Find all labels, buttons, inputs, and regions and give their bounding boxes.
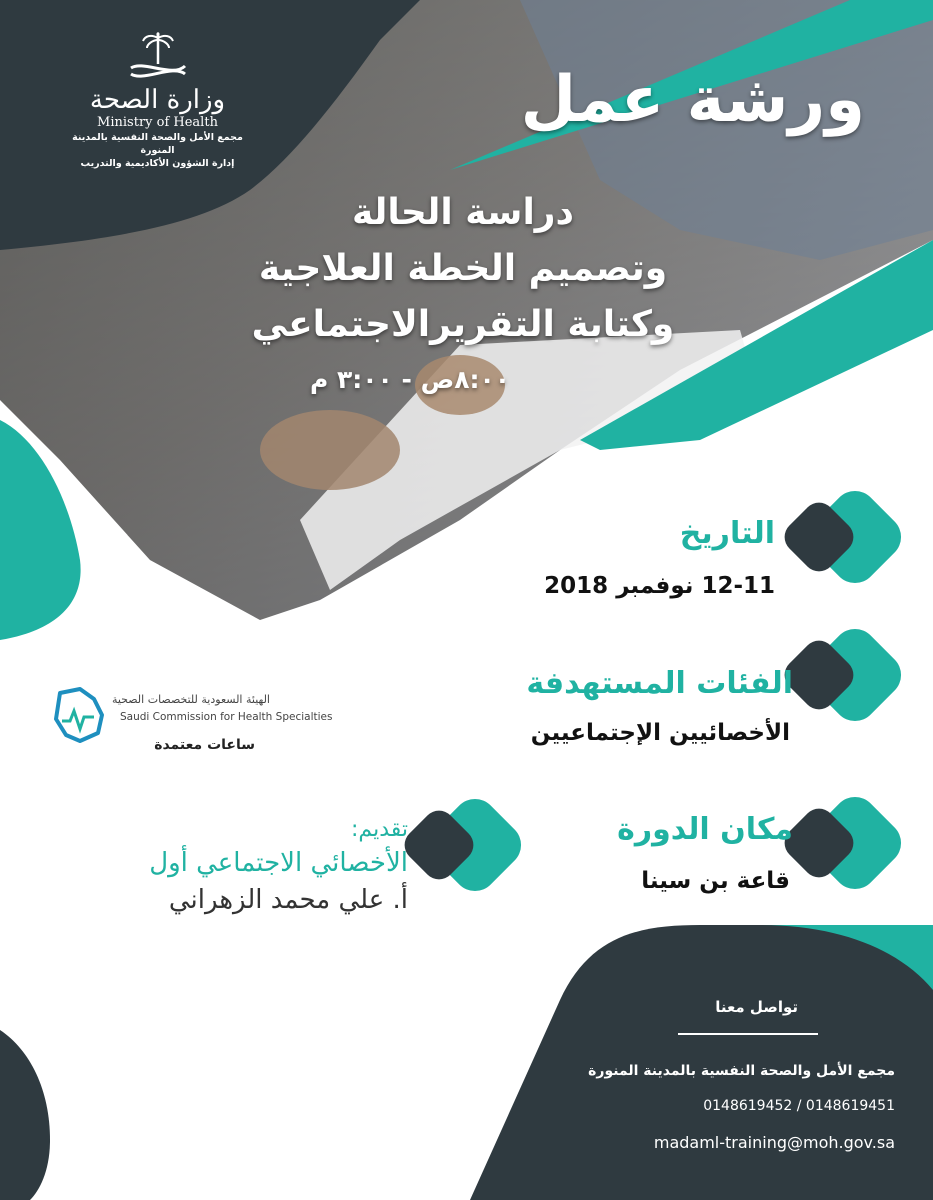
topic-line-3: وكتابة التقريرالاجتماعي	[251, 304, 675, 345]
presenter-block	[149, 815, 408, 919]
palm-swords-icon	[123, 30, 193, 85]
department-name: إدارة الشؤون الأكاديمية والتدريب	[80, 158, 235, 169]
contact-divider	[678, 1033, 818, 1035]
scfhs-logo	[50, 685, 333, 765]
scfhs-name-en: Saudi Commission for Health Specialties	[120, 711, 333, 723]
presenter-label: تقديم:	[351, 817, 408, 842]
workshop-topic	[243, 185, 683, 353]
ministry-name-ar: وزارة الصحة	[89, 85, 226, 115]
accredited-hours: ساعات معتمدة	[154, 737, 255, 753]
headline: ورشة عمل	[520, 63, 865, 137]
audience-value: الأخصائيين الإجتماعيين	[530, 720, 790, 746]
contact-email[interactable]: madaml-training@moh.gov.sa	[653, 1133, 895, 1152]
topic-line-2: وتصميم الخطة العلاجية	[258, 248, 668, 289]
audience-title: الفئات المستهدفة	[526, 666, 793, 701]
date-title: التاريخ	[679, 516, 775, 551]
presenter-role: الأخصائي الاجتماعي أول	[149, 848, 408, 878]
contact-organization: مجمع الأمل والصحة النفسية بالمدينة المنورة	[588, 1063, 895, 1079]
contact-title: تواصل معنا	[715, 998, 798, 1016]
date-bullet	[778, 482, 910, 592]
dark-curve-bottom-left	[0, 1030, 50, 1200]
audience-bullet	[778, 620, 910, 730]
venue-value: قاعة بن سينا	[641, 868, 790, 894]
workshop-time: ٨:٠٠ص - ٣:٠٠ م	[309, 365, 510, 394]
scfhs-name-ar: الهيئة السعودية للتخصصات الصحية	[111, 693, 270, 706]
contact-phones: 0148619452 / 0148619451	[703, 1098, 895, 1114]
date-value: 12-11 نوفمبر 2018	[544, 573, 775, 599]
ministry-logo	[70, 30, 245, 170]
topic-line-1: دراسة الحالة	[352, 192, 574, 233]
ministry-name-en: Ministry of Health	[97, 115, 218, 130]
presenter-name: أ. علي محمد الزهراني	[168, 885, 408, 915]
presenter-bullet	[398, 790, 530, 900]
venue-title: مكان الدورة	[617, 812, 793, 847]
saudi-map-heartbeat-icon	[50, 685, 110, 745]
complex-name: مجمع الأمل والصحة النفسية بالمدينة المنورة	[72, 132, 243, 156]
venue-bullet	[778, 788, 910, 898]
